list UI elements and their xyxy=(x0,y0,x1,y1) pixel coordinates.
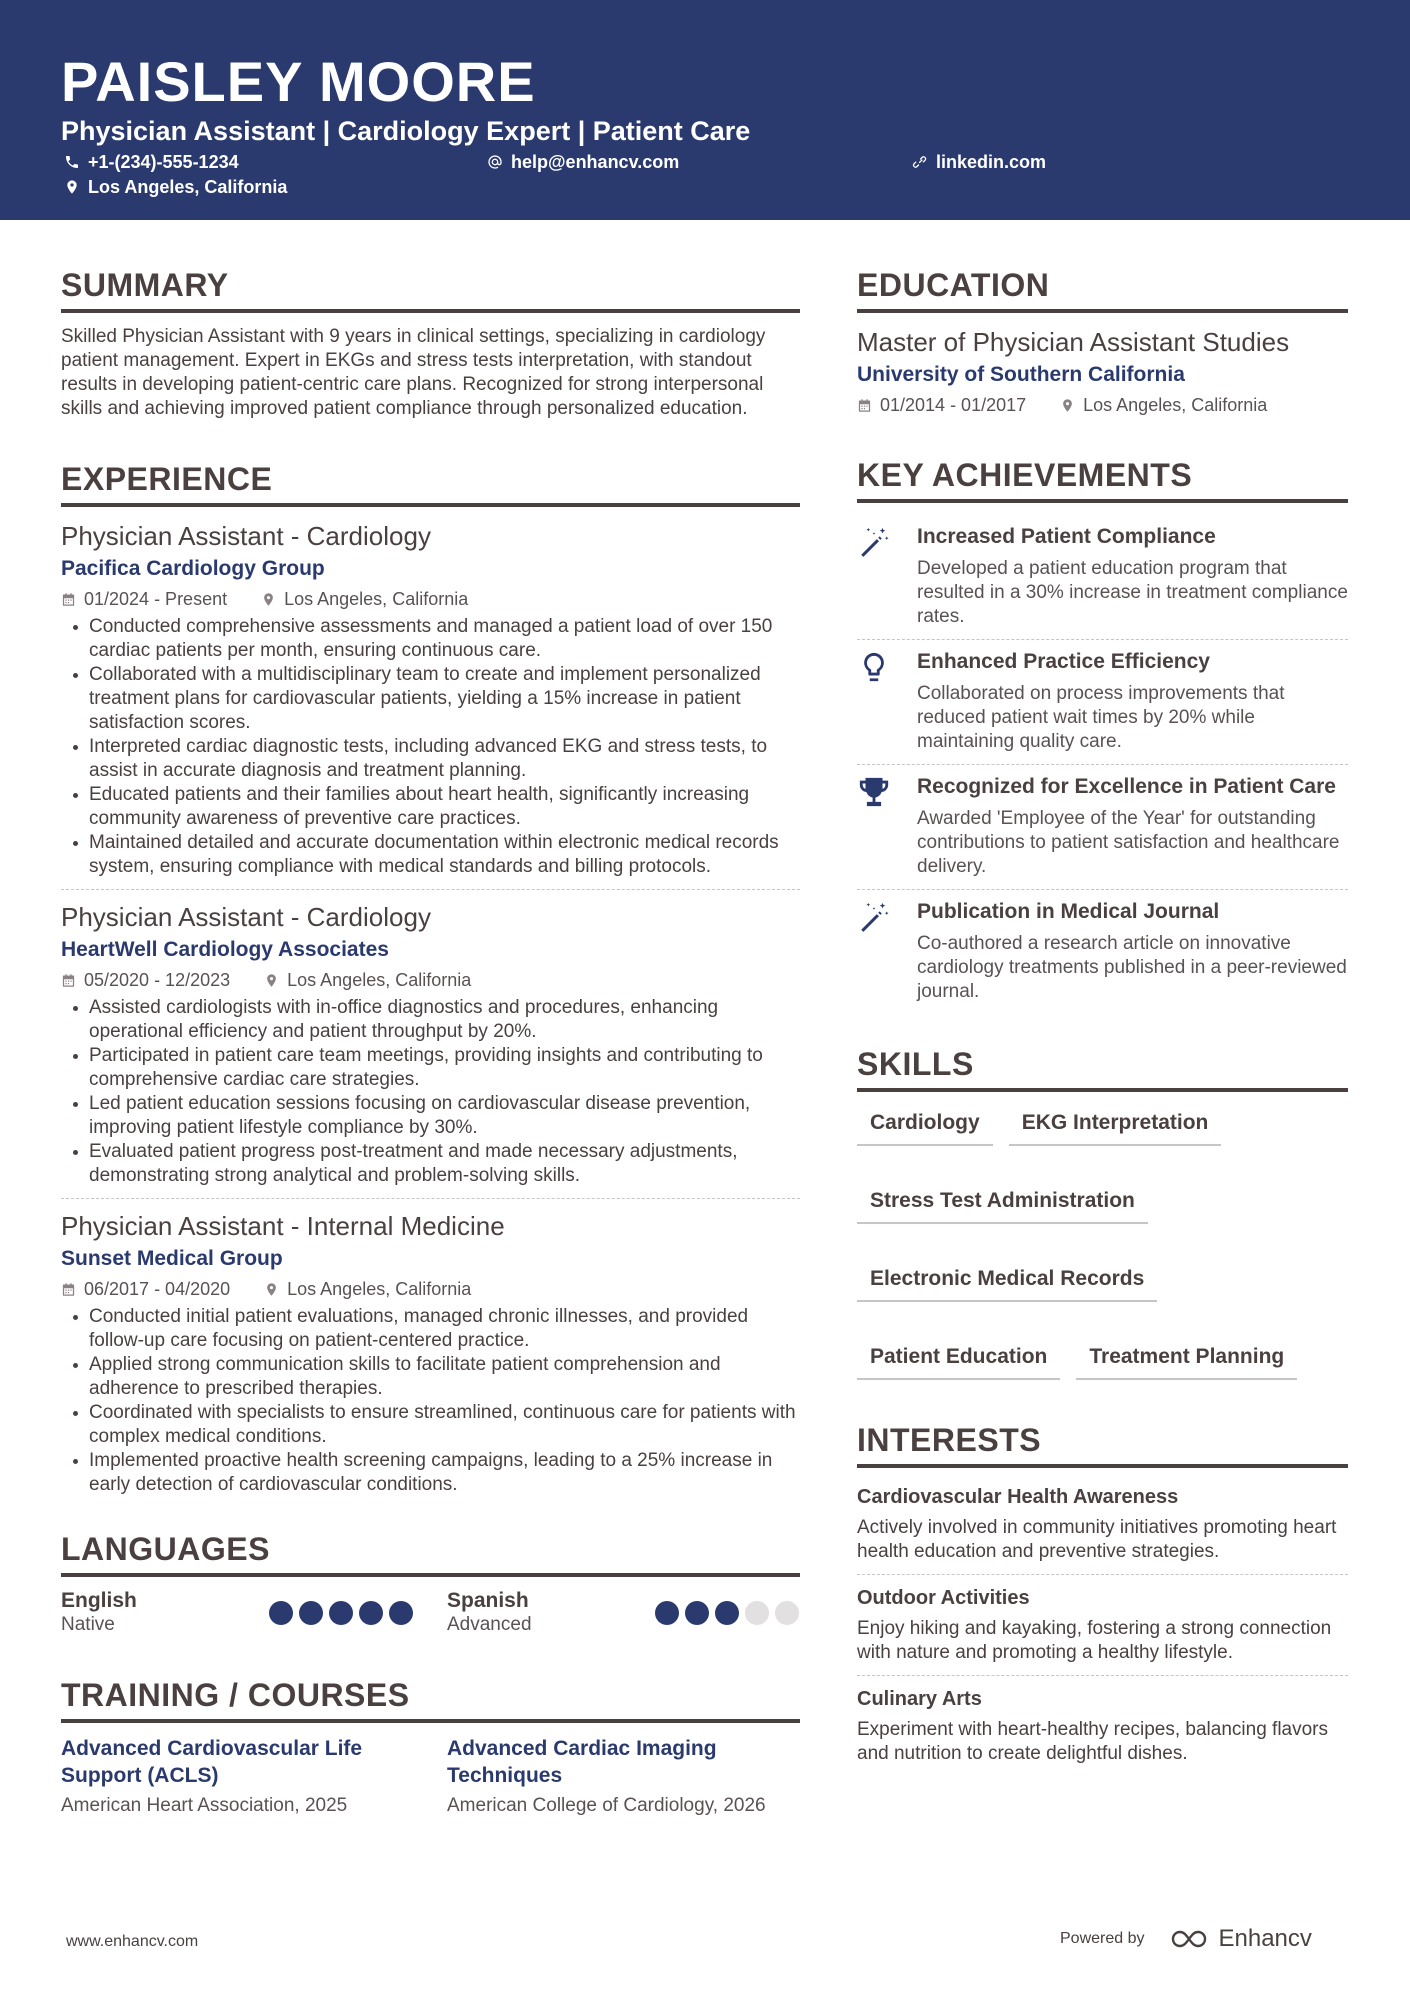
skills-section xyxy=(857,1044,1348,1380)
job-dates: 01/2024 - Present xyxy=(84,589,228,609)
education-location: Los Angeles, California xyxy=(1083,395,1268,415)
interest-title: Cardiovascular Health Awareness xyxy=(857,1486,1179,1508)
at-icon xyxy=(487,154,503,170)
contact-location xyxy=(64,176,287,198)
interest-desc: Experiment with heart-healthy recipes, balancing flavors and nutrition to create delightful dishes. xyxy=(857,1719,1329,1764)
achievement-desc: Co-authored a research article on innovative cardiology treatments published in a peer-reviewed journal. xyxy=(917,933,1347,1002)
contact-website[interactable] xyxy=(912,151,1046,173)
brand-logo[interactable] xyxy=(1169,1925,1312,1953)
location-pin-icon xyxy=(64,179,80,195)
rating-dot-filled xyxy=(359,1601,383,1625)
skill-tag: Patient Education xyxy=(857,1338,1060,1380)
training-heading: TRAINING / COURSES xyxy=(61,1675,800,1723)
language-item xyxy=(61,1589,413,1637)
training-source: American College of Cardiology, 2026 xyxy=(447,1795,766,1816)
job-location: Los Angeles, California xyxy=(287,1279,472,1299)
achievement-title: Publication in Medical Journal xyxy=(917,900,1220,923)
contact-email[interactable] xyxy=(487,151,679,173)
training-name: Advanced Cardiovascular Life Support (ACLS) xyxy=(61,1737,363,1787)
achievement-desc: Awarded 'Employee of the Year' for outstanding contributions to patient satisfaction and healthcare delivery. xyxy=(917,808,1340,877)
magic-wand-icon xyxy=(857,900,891,934)
language-item xyxy=(447,1589,799,1637)
achievement-title: Recognized for Excellence in Patient Care xyxy=(917,775,1336,798)
job-bullet: Evaluated patient progress post-treatment and made necessary adjustments, demonstrating strong analytical and problem-solving skills. xyxy=(61,1140,800,1188)
job-bullet: Assisted cardiologists with in-office diagnostics and procedures, enhancing operational efficiency and patient throughput by 20%. xyxy=(61,996,800,1044)
language-rating xyxy=(269,1601,413,1625)
language-level: Advanced xyxy=(447,1614,532,1635)
interest-item xyxy=(857,1480,1348,1575)
interest-item xyxy=(857,1682,1348,1776)
job-bullet: Implemented proactive health screening campaigns, leading to a 25% increase in early detection of cardiovascular conditions. xyxy=(61,1449,800,1497)
languages-section xyxy=(61,1529,800,1637)
interest-desc: Actively involved in community initiatives promoting heart health education and preventive strategies. xyxy=(857,1517,1337,1562)
language-name: English xyxy=(61,1589,137,1612)
languages-list xyxy=(61,1589,800,1637)
job-bullets xyxy=(61,1305,800,1497)
interests-section xyxy=(857,1420,1348,1776)
enhancv-logo-icon xyxy=(1169,1927,1213,1951)
job-location: Los Angeles, California xyxy=(284,589,469,609)
job-bullet: Participated in patient care team meetings, providing insights and contributing to comprehensive cardiac care strategies. xyxy=(61,1044,800,1092)
rating-dot-filled xyxy=(269,1601,293,1625)
job-role: Physician Assistant - Cardiology xyxy=(61,521,431,551)
job-role: Physician Assistant - Internal Medicine xyxy=(61,1211,505,1241)
skill-tag: Stress Test Administration xyxy=(857,1182,1148,1224)
job-dates: 05/2020 - 12/2023 xyxy=(84,970,231,990)
rating-dot-filled xyxy=(329,1601,353,1625)
job-bullet: Educated patients and their families about heart health, significantly increasing community awareness of preventive care practices. xyxy=(61,783,800,831)
location-pin-icon xyxy=(264,1282,279,1297)
skill-tag: Electronic Medical Records xyxy=(857,1260,1157,1302)
magic-wand-icon xyxy=(857,525,891,559)
job-meta xyxy=(61,968,800,992)
skill-tag: EKG Interpretation xyxy=(1009,1104,1222,1146)
job-bullet: Collaborated with a multidisciplinary team to create and implement personalized treatment plans for cardiovascular patients, yielding a 15% increase in patient satisfaction scores. xyxy=(61,663,800,735)
rating-dot-filled xyxy=(655,1601,679,1625)
job-bullet: Coordinated with specialists to ensure streamlined, continuous care for patients with complex medical conditions. xyxy=(61,1401,800,1449)
summary-heading: SUMMARY xyxy=(61,265,800,313)
training-source: American Heart Association, 2025 xyxy=(61,1795,348,1816)
skills-heading: SKILLS xyxy=(857,1044,1348,1092)
achievement-desc: Collaborated on process improvements that reduced patient wait times by 20% while maintaining quality care. xyxy=(917,683,1285,752)
website-text: linkedin.com xyxy=(936,152,1047,172)
job-meta xyxy=(61,1277,800,1301)
contact-phone[interactable] xyxy=(64,151,239,173)
job-bullet: Conducted comprehensive assessments and managed a patient load of over 150 cardiac patients per month, ensuring continuous care. xyxy=(61,615,800,663)
job-bullet: Conducted initial patient evaluations, managed chronic illnesses, and provided follow-up care focusing on patient-centered practice. xyxy=(61,1305,800,1353)
interest-title: Outdoor Activities xyxy=(857,1587,1030,1609)
education-degree: Master of Physician Assistant Studies xyxy=(857,327,1290,357)
interest-title: Culinary Arts xyxy=(857,1688,982,1710)
email-text: help@enhancv.com xyxy=(511,152,680,172)
location-pin-icon xyxy=(261,592,276,607)
interests-heading: INTERESTS xyxy=(857,1420,1348,1468)
powered-by-label: Powered by xyxy=(1060,1930,1145,1947)
job-entry xyxy=(61,519,800,890)
training-section xyxy=(61,1675,800,1819)
job-role: Physician Assistant - Cardiology xyxy=(61,902,431,932)
achievement-desc: Developed a patient education program that resulted in a 30% increase in treatment compliance rates. xyxy=(917,558,1348,627)
candidate-name: PAISLEY MOORE xyxy=(61,50,536,113)
training-item xyxy=(447,1735,799,1819)
rating-dot-filled xyxy=(715,1601,739,1625)
phone-text: +1-(234)-555-1234 xyxy=(88,152,239,172)
skills-list xyxy=(857,1104,1348,1380)
education-heading: EDUCATION xyxy=(857,265,1348,313)
skill-tag: Treatment Planning xyxy=(1076,1338,1297,1380)
education-school: University of Southern California xyxy=(857,363,1185,386)
location-pin-icon xyxy=(1060,398,1075,413)
calendar-icon xyxy=(61,973,76,988)
job-bullets xyxy=(61,996,800,1188)
language-level: Native xyxy=(61,1614,115,1635)
job-bullet: Led patient education sessions focusing on cardiovascular disease prevention, improving patient lifestyle compliance by 30%. xyxy=(61,1092,800,1140)
rating-dot-filled xyxy=(685,1601,709,1625)
education-dates: 01/2014 - 01/2017 xyxy=(880,395,1027,415)
education-meta xyxy=(857,393,1348,417)
experience-heading: EXPERIENCE xyxy=(61,459,800,507)
job-bullets xyxy=(61,615,800,879)
language-rating xyxy=(655,1601,799,1625)
trophy-icon xyxy=(857,775,891,809)
job-dates: 06/2017 - 04/2020 xyxy=(84,1279,231,1299)
training-item xyxy=(61,1735,413,1819)
achievement-item xyxy=(857,515,1348,640)
job-company: Pacifica Cardiology Group xyxy=(61,557,325,580)
location-text: Los Angeles, California xyxy=(88,177,288,197)
job-entry xyxy=(61,900,800,1199)
summary-section xyxy=(61,265,800,421)
job-bullet: Applied strong communication skills to facilitate patient comprehension and adherence to prescribed therapies. xyxy=(61,1353,800,1401)
job-company: HeartWell Cardiology Associates xyxy=(61,938,389,961)
education-section xyxy=(857,265,1348,417)
achievement-item xyxy=(857,765,1348,890)
calendar-icon xyxy=(61,592,76,607)
footer-branding xyxy=(1060,1925,1312,1953)
location-pin-icon xyxy=(264,973,279,988)
job-location: Los Angeles, California xyxy=(287,970,472,990)
candidate-title: Physician Assistant | Cardiology Expert | Patient Care xyxy=(61,116,751,146)
phone-icon xyxy=(64,154,80,170)
interest-desc: Enjoy hiking and kayaking, fostering a strong connection with nature and promoting a healthy lifestyle. xyxy=(857,1618,1332,1663)
job-bullet: Maintained detailed and accurate documentation within electronic medical records system, ensuring compliance with medical standards and billing protocols. xyxy=(61,831,800,879)
summary-text: Skilled Physician Assistant with 9 years in clinical settings, specializing in cardiology patient management. Expert in EKGs and stress tests interpretation, with standout results in developing patient-centric care plans. Recognized for strong interpersonal skills and achieving improved patient compliance through personalized education. xyxy=(61,326,766,419)
achievements-section xyxy=(857,455,1348,1014)
achievement-item xyxy=(857,890,1348,1014)
brand-name: Enhancv xyxy=(1218,1925,1312,1952)
job-meta xyxy=(61,587,800,611)
calendar-icon xyxy=(61,1282,76,1297)
training-name: Advanced Cardiac Imaging Techniques xyxy=(447,1737,717,1787)
calendar-icon xyxy=(857,398,872,413)
experience-section xyxy=(61,459,800,1507)
job-entry xyxy=(61,1209,800,1507)
job-bullet: Interpreted cardiac diagnostic tests, including advanced EKG and stress tests, to assist in accurate diagnosis and treatment planning. xyxy=(61,735,800,783)
training-list xyxy=(61,1735,800,1819)
skill-tag: Cardiology xyxy=(857,1104,993,1146)
left-column xyxy=(61,265,800,1819)
achievement-item xyxy=(857,640,1348,765)
rating-dot-filled xyxy=(299,1601,323,1625)
job-company: Sunset Medical Group xyxy=(61,1247,283,1270)
rating-dot-empty xyxy=(745,1601,769,1625)
lightbulb-icon xyxy=(857,650,891,684)
achievement-title: Enhanced Practice Efficiency xyxy=(917,650,1210,673)
right-column xyxy=(857,265,1348,1782)
rating-dot-empty xyxy=(775,1601,799,1625)
languages-heading: LANGUAGES xyxy=(61,1529,800,1577)
footer-website[interactable]: www.enhancv.com xyxy=(66,1933,199,1950)
rating-dot-filled xyxy=(389,1601,413,1625)
achievement-title: Increased Patient Compliance xyxy=(917,525,1216,548)
language-name: Spanish xyxy=(447,1589,529,1612)
link-icon xyxy=(912,154,928,170)
achievements-heading: KEY ACHIEVEMENTS xyxy=(857,455,1348,503)
interest-item xyxy=(857,1581,1348,1676)
resume-header xyxy=(0,0,1410,220)
